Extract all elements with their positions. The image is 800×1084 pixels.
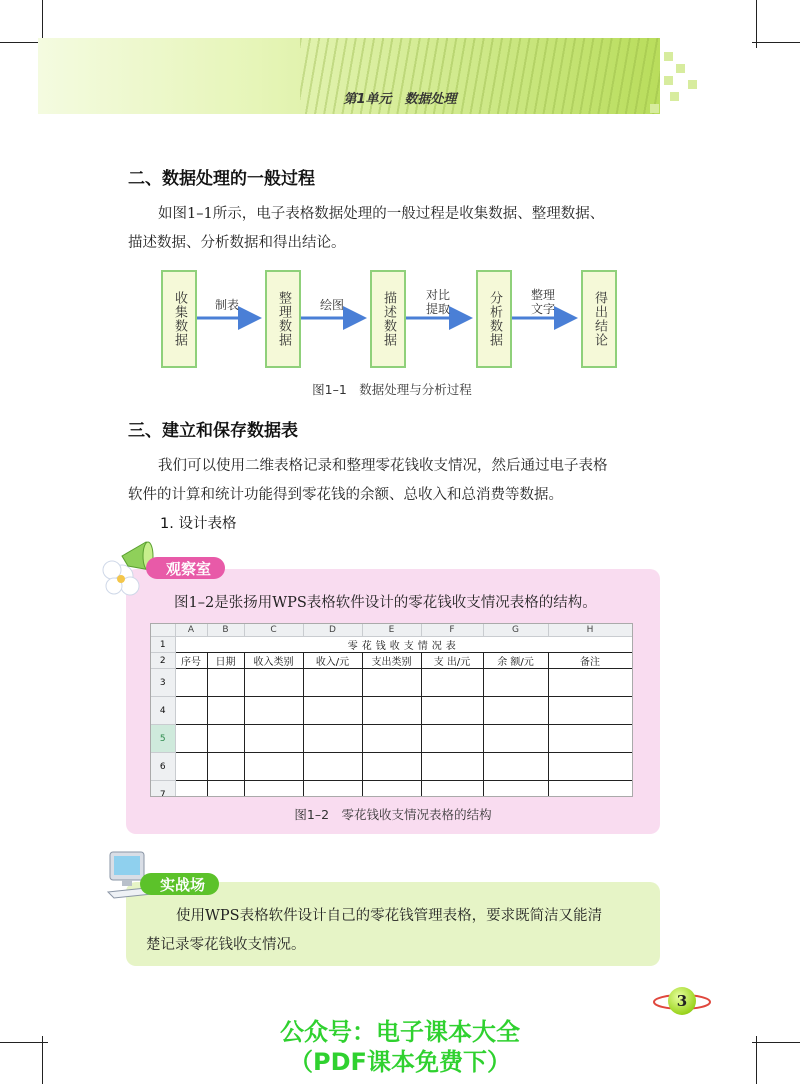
table-cell: [421, 669, 483, 697]
table-cell: [483, 781, 548, 798]
table-cell: [175, 781, 207, 798]
table-cell: [548, 697, 632, 725]
table-cell: [362, 753, 421, 781]
spreadsheet-screenshot: [150, 623, 633, 797]
table-cell: [303, 697, 362, 725]
table-cell: [362, 781, 421, 798]
column-letter: A: [175, 624, 207, 637]
row-number: 2: [151, 653, 175, 669]
row-number: 3: [151, 669, 175, 697]
table-cell: [303, 669, 362, 697]
observe-badge: 观察室: [146, 557, 225, 579]
header-cell: 备注: [548, 653, 632, 669]
table-cell: [207, 781, 244, 798]
section-heading: 二、数据处理的一般过程: [128, 169, 315, 189]
table-cell: [244, 753, 303, 781]
row-number: 6: [151, 753, 175, 781]
practice-badge: 实战场: [140, 873, 219, 895]
table-cell: [244, 781, 303, 798]
practice-text: [146, 902, 656, 960]
flow-arrow-label: 对比 提取: [425, 288, 450, 316]
table-cell: [207, 697, 244, 725]
table-cell: [244, 669, 303, 697]
table-cell: [207, 753, 244, 781]
paragraph-line: 使用WPS表格软件设计自己的零花钱管理表格，要求既简洁又能清: [176, 908, 603, 924]
header-cell: 收入类别: [244, 653, 303, 669]
sub-heading: 1. 设计表格: [160, 516, 237, 532]
table-cell: [175, 725, 207, 753]
watermark-line: （PDF课本免费下）: [289, 1048, 511, 1076]
table-cell: [421, 725, 483, 753]
flow-arrow-label: 绘图: [319, 298, 344, 312]
table-cell: [483, 725, 548, 753]
column-letter: B: [207, 624, 244, 637]
table-cell: [548, 669, 632, 697]
row-number: 4: [151, 697, 175, 725]
table-cell: [303, 753, 362, 781]
table-cell: [303, 781, 362, 798]
table-cell: [175, 753, 207, 781]
spreadsheet-table: [151, 624, 633, 797]
flow-box: 收集数据: [161, 270, 197, 368]
table-cell: [421, 697, 483, 725]
table-cell: [483, 697, 548, 725]
paragraph-line: 我们可以使用二维表格记录和整理零花钱收支情况，然后通过电子表格: [158, 458, 608, 474]
paragraph-line: 如图1–1所示，电子表格数据处理的一般过程是收集数据、整理数据、: [158, 206, 605, 222]
paragraph-line: 楚记录零花钱收支情况。: [146, 937, 306, 953]
row-number: 7: [151, 781, 175, 798]
header-cell: 余 额/元: [483, 653, 548, 669]
figure-caption: 图1–2 零花钱收支情况表格的结构: [294, 807, 492, 822]
table-cell: [548, 725, 632, 753]
table-cell: [362, 697, 421, 725]
flow-box: 整理数据: [265, 270, 301, 368]
paragraph: [128, 452, 668, 510]
header-cell: 收入/元: [303, 653, 362, 669]
flow-arrows: [0, 0, 800, 400]
sheet-title: 零花钱收支情况表: [347, 641, 460, 652]
column-letter: E: [362, 624, 421, 637]
flow-box: 分析数据: [476, 270, 512, 368]
table-cell: [362, 725, 421, 753]
header-cell: 序号: [175, 653, 207, 669]
paragraph-line: 软件的计算和统计功能得到零花钱的余额、总收入和总消费等数据。: [128, 487, 563, 503]
flow-box: 描述数据: [370, 270, 406, 368]
table-cell: [483, 669, 548, 697]
page-number: 3: [668, 987, 696, 1015]
column-letter: G: [483, 624, 548, 637]
table-cell: [175, 669, 207, 697]
flow-arrow-label: 制表: [214, 298, 239, 312]
column-letter: F: [421, 624, 483, 637]
table-cell: [421, 781, 483, 798]
table-cell: [548, 781, 632, 798]
column-letter: C: [244, 624, 303, 637]
table-cell: [421, 753, 483, 781]
table-cell: [244, 697, 303, 725]
table-cell: [175, 697, 207, 725]
watermark-line: 公众号：电子课本大全: [280, 1018, 520, 1046]
table-cell: [244, 725, 303, 753]
table-cell: [483, 753, 548, 781]
header-title: 第1单元 数据处理: [343, 92, 457, 107]
row-number: 5: [151, 725, 175, 753]
flow-box: 得出结论: [581, 270, 617, 368]
header-cell: 日期: [207, 653, 244, 669]
observe-text: 图1–2是张扬用WPS表格软件设计的零花钱收支情况表格的结构。: [174, 595, 597, 611]
flow-arrow-label: 整理 文字: [530, 288, 555, 316]
row-number: 1: [151, 637, 175, 653]
table-cell: [207, 725, 244, 753]
table-cell: [548, 753, 632, 781]
header-cell: 支出类别: [362, 653, 421, 669]
column-letter: D: [303, 624, 362, 637]
table-cell: [303, 725, 362, 753]
figure-caption: 图1–1 数据处理与分析过程: [312, 382, 472, 397]
paragraph-line: 描述数据、分析数据和得出结论。: [128, 235, 346, 251]
table-cell: [207, 669, 244, 697]
header-cell: 支 出/元: [421, 653, 483, 669]
table-cell: [362, 669, 421, 697]
section-heading: 三、建立和保存数据表: [128, 421, 298, 441]
column-letter: H: [548, 624, 632, 637]
